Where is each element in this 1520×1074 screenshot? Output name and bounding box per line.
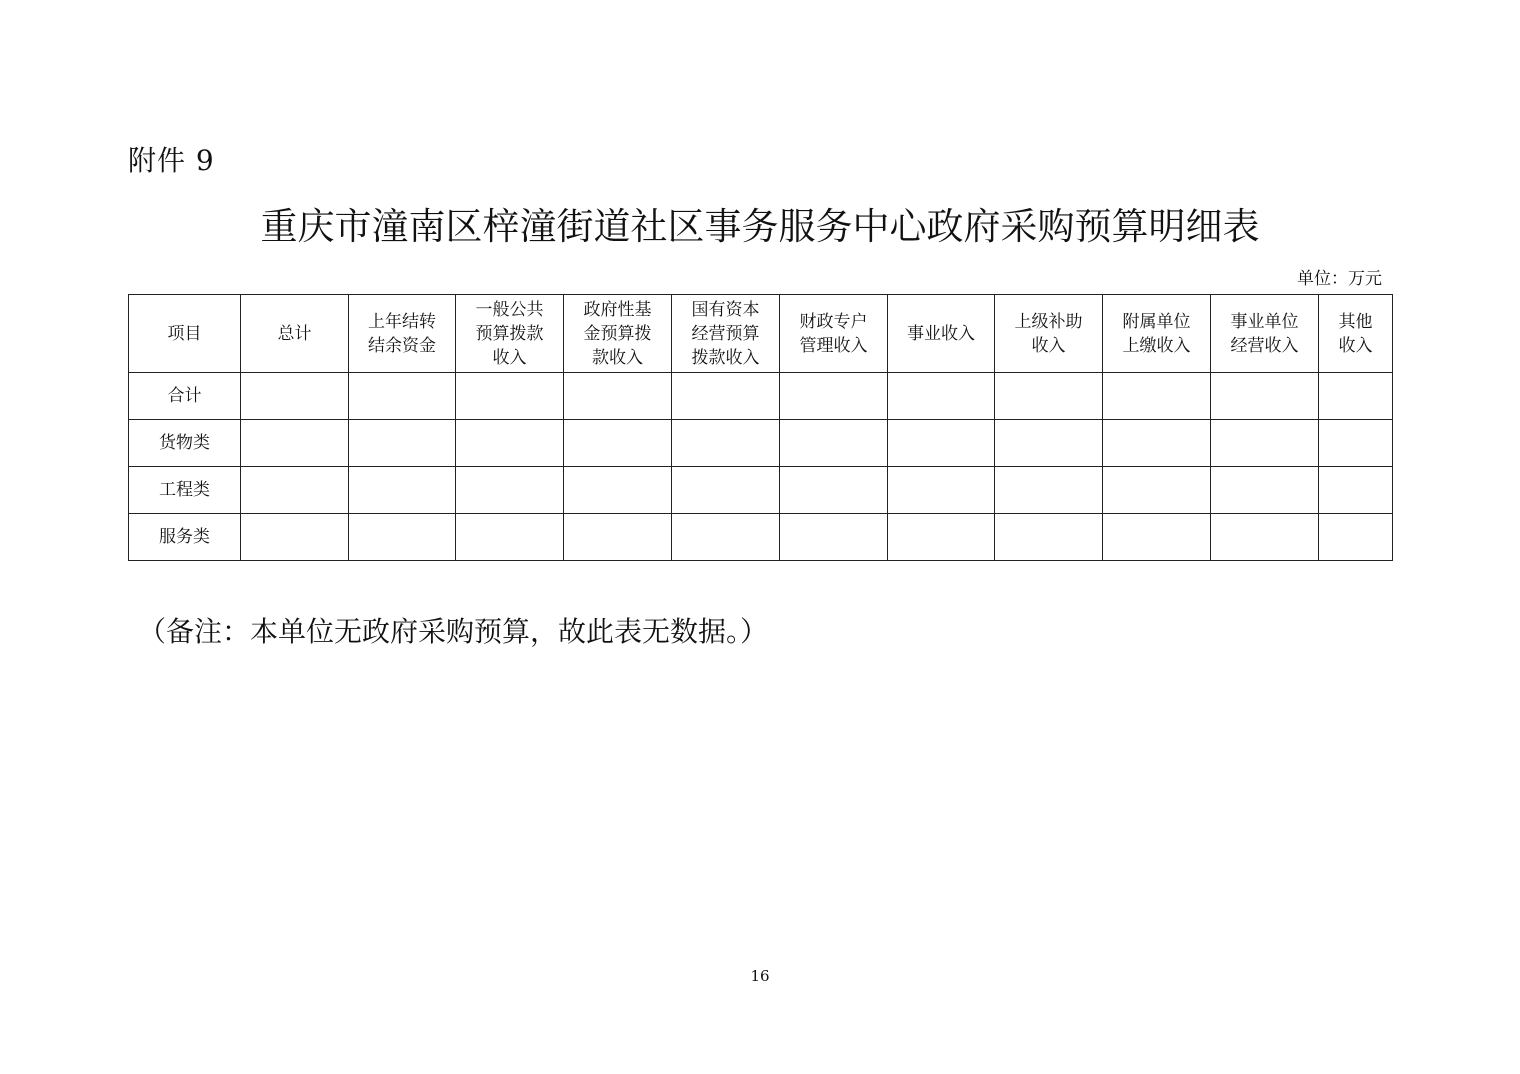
row-label-goods: 货物类 — [129, 420, 241, 467]
table-cell — [1319, 467, 1393, 514]
table-cell — [349, 373, 456, 420]
table-row — [129, 420, 1393, 467]
table-row — [129, 373, 1393, 420]
page-number: 16 — [750, 967, 770, 985]
table-cell — [456, 373, 564, 420]
table-cell — [1319, 420, 1393, 467]
remark-note: （备注：本单位无政府采购预算，故此表无数据。） — [138, 615, 769, 648]
table-cell — [564, 420, 672, 467]
column-header-business-income: 事业收入 — [888, 295, 995, 373]
table-cell — [672, 514, 780, 561]
table-cell — [456, 467, 564, 514]
table-cell — [349, 420, 456, 467]
table-cell — [780, 420, 888, 467]
table-cell — [456, 420, 564, 467]
table-cell — [1211, 420, 1319, 467]
row-label-engineering: 工程类 — [129, 467, 241, 514]
table-cell — [780, 467, 888, 514]
table-cell — [1319, 373, 1393, 420]
table-cell — [995, 514, 1103, 561]
column-header-special-account: 财政专户 管理收入 — [780, 295, 888, 373]
table-cell — [995, 373, 1103, 420]
table-cell — [1319, 514, 1393, 561]
table-cell — [1103, 420, 1211, 467]
table-cell — [780, 514, 888, 561]
table-cell — [995, 467, 1103, 514]
table-cell — [672, 420, 780, 467]
table-cell — [1211, 373, 1319, 420]
table-cell — [564, 514, 672, 561]
table-cell — [672, 373, 780, 420]
table-cell — [241, 373, 349, 420]
table-header-row — [129, 295, 1393, 373]
table-cell — [672, 467, 780, 514]
table-cell — [888, 373, 995, 420]
table-cell — [349, 514, 456, 561]
column-header-item: 项目 — [129, 295, 241, 373]
row-label-total: 合计 — [129, 373, 241, 420]
column-header-carryover: 上年结转 结余资金 — [349, 295, 456, 373]
table-cell — [888, 420, 995, 467]
table-cell — [888, 514, 995, 561]
table-cell — [241, 514, 349, 561]
table-cell — [1211, 467, 1319, 514]
table-cell — [241, 467, 349, 514]
column-header-government-fund: 政府性基 金预算拨 款收入 — [564, 295, 672, 373]
column-header-state-capital: 国有资本 经营预算 拨款收入 — [672, 295, 780, 373]
table-cell — [1211, 514, 1319, 561]
table-row — [129, 514, 1393, 561]
table-cell — [1103, 373, 1211, 420]
table-cell — [1103, 514, 1211, 561]
table-cell — [1103, 467, 1211, 514]
table-row — [129, 467, 1393, 514]
table-cell — [564, 373, 672, 420]
table-cell — [564, 467, 672, 514]
table-cell — [888, 467, 995, 514]
table-cell — [349, 467, 456, 514]
unit-label: 单位：万元 — [1297, 269, 1382, 289]
column-header-other-income: 其他 收入 — [1319, 295, 1393, 373]
column-header-affiliated-payment: 附属单位 上缴收入 — [1103, 295, 1211, 373]
table-cell — [780, 373, 888, 420]
column-header-operating-income: 事业单位 经营收入 — [1211, 295, 1319, 373]
column-header-general-budget: 一般公共 预算拨款 收入 — [456, 295, 564, 373]
table-cell — [995, 420, 1103, 467]
attachment-label: 附件 9 — [128, 144, 215, 177]
column-header-superior-subsidy: 上级补助 收入 — [995, 295, 1103, 373]
budget-table — [128, 294, 1393, 561]
page-title: 重庆市潼南区梓潼街道社区事务服务中心政府采购预算明细表 — [260, 205, 1260, 248]
table-cell — [241, 420, 349, 467]
column-header-total: 总计 — [241, 295, 349, 373]
row-label-services: 服务类 — [129, 514, 241, 561]
table-cell — [456, 514, 564, 561]
